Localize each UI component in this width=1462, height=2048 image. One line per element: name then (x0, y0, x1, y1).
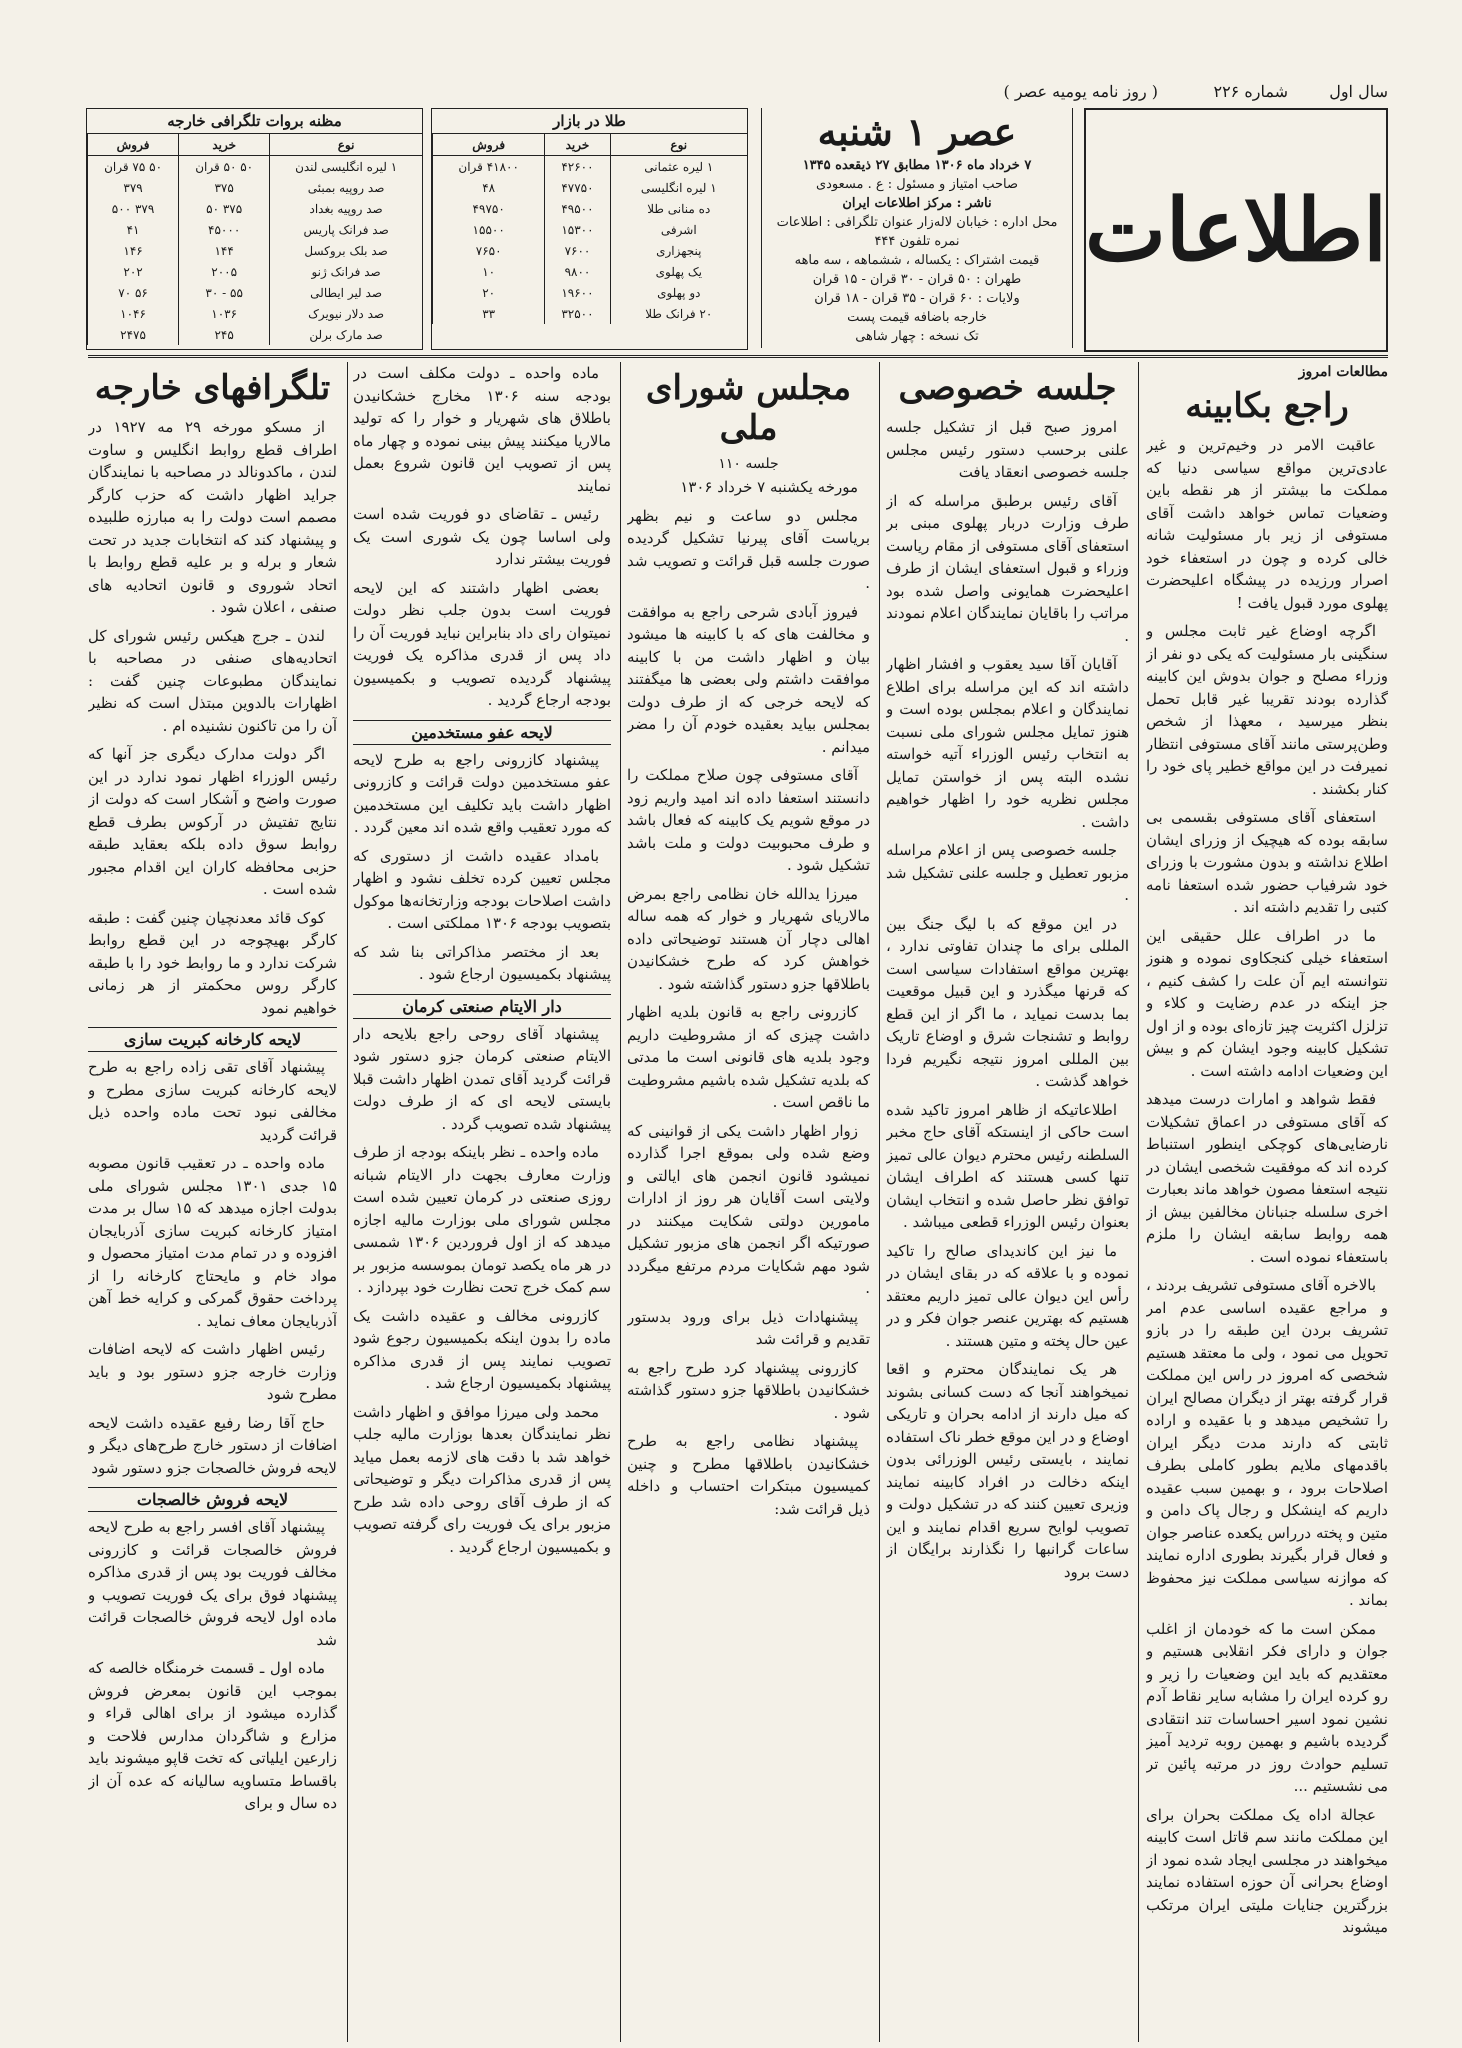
paragraph: پیشنهاد آقای روحی راجع بلایحه دار الایتام صنعتی کرمان جزو دستور شود قرائت گردید آقای تمدن اظهار داشت قبلا بایستی لایحه ای که از طرف دولت پیشنهاد شده تصویب گردد . (353, 1024, 611, 1133)
paragraph: پیشنهاد آقای تقی زاده راجع به طرح لایحه کارخانه کبریت سازی مطرح و مخالفی نبود تحت ماده واحده ذیل قرائت گردید (88, 1058, 337, 1144)
cell: ۳۷۵ ۵۰ (179, 198, 270, 219)
fx-table (87, 134, 422, 345)
cell: صد لیر ایطالی (270, 282, 422, 303)
gold-header-type: نوع (610, 134, 747, 156)
table-row (88, 177, 423, 198)
cell: ۴۷۷۵۰ (545, 177, 610, 198)
table-row (88, 198, 423, 219)
gold-table (432, 134, 747, 324)
cell: ۲۴۵ (179, 324, 270, 345)
cell: ۳۷۹ ۵۰۰ (88, 198, 179, 219)
column-editorial (1146, 362, 1388, 2042)
editorial-kicker: مطالعات امروز (1298, 364, 1388, 380)
table-row (433, 177, 748, 198)
cell: ۵۵ - ۳۰ (179, 282, 270, 303)
cell: ۲۴۷۵ (88, 324, 179, 345)
paragraph: پیشنهادات ذیل برای ورود بدستور تقدیم و قرائت شد (627, 1307, 870, 1348)
paragraph: از مسکو مورخه ۲۹ مه ۱۹۲۷ در اطراف قطع روابط انگلیس و ساوت لندن ، ماکدونالد در مصاحبه با نمایندگان جراید اظهار داشت که حزب کارگر مصمم است دولت را به مبارزه طلبیده و پیشنهاد کند که انتخابات جدید در تحت شعار و برله و بر علیه قطع روابط با اتحاد شوروی و قانون اتحادیه های صنفی ، اعلان شود . (88, 418, 337, 616)
paragraph: محمد ولی میرزا موافق و اظهار داشت نظر نمایندگان بعدها بوزارت مالیه جلب خواهد شد با دقت های لازمه بعمل میاید پس از قدری مذاکرات دیگر و توضیحاتی که از طرف آقای روحی داده شد طرح مزبور برای یک فوریت رای گرفته تصویب و بکمیسیون ارجاع گردید . (353, 1402, 611, 1556)
paragraph: ماده اول ـ قسمت خرمنگاه خالصه که بموجب این قانون بمعرض فروش گذارده میشود از برای اهالی قراء و مزارع و شاگردان مدارس فلاحت و زارعین ایلیاتی که تخت قاپو میشوند باید باقساط متساویه سالیانه که عده آن از ده سال و برای (88, 1659, 337, 1812)
article-columns (88, 362, 1388, 2042)
cell: ۳۷۵ (179, 177, 270, 198)
paragraph: بعد از مختصر مذاکراتی بنا شد که پیشنهاد بکمیسیون ارجاع شود . (353, 942, 611, 983)
cell: ۳۲۵۰۰ (545, 303, 610, 324)
volume-label: سال اول (1329, 82, 1388, 101)
table-row (433, 261, 748, 282)
subscription-abroad: خارجه باضافه قیمت پست (847, 310, 987, 325)
session-number: جلسه ۱۱۰ (718, 456, 779, 472)
private-session-headline: جلسه خصوصی (898, 368, 1117, 408)
paragraph: استعفای آقای مستوفی بقسمی بی سابقه بوده که هیچیک از وزرای ایشان اطلاع نداشته و بدون مشورت با وزرای خود شرفیاب حضور شده استعفا نامه کتبی را تقدیم داشته اند . (1146, 808, 1388, 916)
table-row (88, 303, 423, 324)
cell: ۱۵۳۰۰ (545, 219, 610, 240)
paragraph: هر یک نمایندگان محترم و اقعا نمیخواهند آنجا که دست کسانی بشوند که میل دارند از ادامه بحران و تاریکی اوضاع و در این موقع خطر ناک استفاده نمایند ، بایستی رئیس الوزرائی بدون اینکه دخالت در افراد کابینه نمایند وزیری تعیین کنند که در تشکیل دولت و تصویب لوایح سریع اقدام نمایند و این ساعات گرانبها را نگذارند برایگان از دست برود (886, 1360, 1129, 1581)
cell: صد مارک برلن (270, 324, 422, 345)
paragraph: اطلاعاتیکه از ظاهر امروز تاکید شده است حاکی از اینستکه آقای حاج مخبر السلطنه رئیس محترم دیوان عالی تمیز تنها کسی هستند که اطراف ایشان توافق نظر حاصل شده و انتخاب ایشان بعنوان رئیس الوزراء قطعی میباشد . (886, 1100, 1129, 1231)
paragraph: فقط شواهد و امارات درست میدهد که آقای مستوفی در اعماق تشکیلات نارضایی‌های کوچکی اینطور استنباط کرده اند که موفقیت شخصی ایشان در نتیجه استعفا مصون خواهد ماند بعبارت اخری سلسله جنبانان مخالفین بیش از همه روابط سابقه ایشان را ملزم باستعفاء نموده است . (1146, 1090, 1388, 1266)
column-parliament-cont (353, 362, 611, 2042)
cell: صد فرانک ژنو (270, 261, 422, 282)
paragraph: حاج آقا رضا رفیع عقیده داشت لایحه اضافات از دستور خارج طرح‌های دیگر و لایحه فروش خالصجات جزو دستور شود (88, 1413, 337, 1477)
paragraph: میرزا یدالله خان نظامی راجع بمرض مالاریای شهریار و خوار که همه ساله اهالی دچار آن هستند توضیحاتی داده خواهش کرد که طرح خشکانیدن باطلاقها جزو دستور گذاشته شود . (627, 884, 870, 993)
cell: دو پهلوی (610, 282, 747, 303)
paragraph: ممکن است ما که خودمان از اغلب جوان و دارای فکر انقلابی هستیم و معتقدیم که باید این وضعیات را زیر و رو کرده ایران را مشابه سایر نقاط آدم نشین نمود اسیر احساسات تند انتقادی گردیده باشیم و بهمین روبه تردید آمیز تسلیم حوادث روز در مرتبه پائین تر می نشستیم ... (1146, 1619, 1388, 1795)
paragraph: کازرونی مخالف و عقیده داشت یک ماده را بدون اینکه بکمیسیون رجوع شود تصویب نمایند پس از قدری مذاکره پیشنهاد بکمیسیون ارجاع شد . (353, 1306, 611, 1392)
cell: ۱ لیره انگلیسی لندن (270, 156, 422, 178)
logo-text: اطلاعات (1084, 179, 1388, 281)
issue-number: شماره ۲۲۶ (1213, 82, 1288, 101)
paragraph: اگر دولت مدارک دیگری جز آنها که رئیس الوزراء اظهار نمود ندارد در این صورت واضح و آشکار است که دولت از نتایج تفتیش در آرکوس بطرف قطع روابط سوق داده بلکه بعقاید طبقه حزبی محافظه کاران این اقدام مجبور شده است . (88, 745, 337, 898)
paragraph: امروز صبح قبل از تشکیل جلسه علنی برحسب دستور رئیس مجلس جلسه خصوصی انعقاد یافت (886, 418, 1129, 481)
paragraph: عاقبت الامر در وخیم‌ترین و غیر عادی‌ترین مواقع سیاسی دنیا که مملکت ما بیشتر از هر نقطه باین وضعیات تماس خواهد داشت آقای مستوفی از زیر بار مسئولیت شانه خالی کرده و چون در استعفاء خود اصرار ورزیده در پیشگاه اعلیحضرت پهلوی مورد قبول یافت ! (1146, 436, 1388, 612)
table-row (433, 282, 748, 303)
paragraph: کازرونی پیشنهاد کرد طرح راجع به خشکانیدن باطلاقها جزو دستور گذاشته شود . (627, 1358, 870, 1422)
cell: صد روپیه بغداد (270, 198, 422, 219)
table-row (88, 156, 423, 178)
paragraph: پیشنهاد نظامی راجع به طرح خشکانیدن باطلاقها مطرح و چنین کمیسیون مبتکرات احتساب و داخله ذیل قرائت شد: (627, 1432, 870, 1518)
cell: ۳۷۹ (88, 177, 179, 198)
paragraph: زوار اظهار داشت یکی از قوانینی که وضع شده ولی بموقع اجرا گذارده نمیشود قانون انجمن های ایالتی و ولایتی است آقایان هر روز از ادارات مامورین دولتی شکایت میکنند در صورتیکه اگر انجمن های مزبور تشکیل شود مهم شکایات مردم مرتفع میگردد . (627, 1121, 870, 1297)
owner-line: صاحب امتیاز و مسئول : ع . مسعودی (815, 177, 1019, 192)
paragraph: رئیس ـ تقاضای دو فوریت شده است ولی اساسا چون یک شوری است یک فوریت بیشتر ندارد (353, 505, 611, 568)
cell: ۴۱۸۰۰ قران (433, 156, 545, 178)
table-row (433, 303, 748, 324)
cell: ۴۹۵۰۰ (545, 198, 610, 219)
cell: ۱ لیره عثمانی (610, 156, 747, 178)
cell: ۱۰ (433, 261, 545, 282)
parliament-headline: مجلس شورای ملی (645, 368, 852, 448)
paragraph: ماده واحده ـ دولت مکلف است در بودجه سنه ۱۳۰۶ مخارج خشکانیدن باطلاق های شهریار و خوار را که تولید مالاریا میکنند پیش بینی نموده و چهار ماه پس از تصویب این قانون شروع بعمل نمایند (353, 364, 611, 495)
exchange-rate-table (86, 108, 423, 350)
paragraph: ماده واحده ـ در تعقیب قانون مصوبه ۱۵ جدی ۱۳۰۱ مجلس شورای ملی بدولت اجازه میدهد که ۱۵ سال بر مدت امتیاز کارخانه کبریت سازی آذربایجان افزوده و در تمام مدت امتیاز محصول و مواد خام و مایحتاج کارخانه را از پرداخت حقوق گمرکی و کرایه خط آهن آذربایجان معاف نماید . (88, 1154, 337, 1330)
subscription-title: قیمت اشتراک : یکساله ، ششماهه ، سه ماهه (794, 253, 1040, 268)
gold-table-caption: طلا در بازار (432, 109, 747, 134)
cell: ۵۶ ۷۰ (88, 282, 179, 303)
cell: ۳۳ (433, 303, 545, 324)
paragraph: آقای مستوفی چون صلاح مملکت را دانستند استعفا داده اند امید واریم زود در موقع شویم یک کابینه که فعال باشد و طرف محبوبیت دولت و ملت باشد تشکیل شود . (627, 766, 870, 874)
cell: ۱۹۶۰۰ (545, 282, 610, 303)
single-copy-price: تک نسخه : چهار شاهی (855, 329, 979, 344)
cell: ۲۰ فرانک طلا (610, 303, 747, 324)
paragraph: رئیس اظهار داشت که لایحه اضافات وزارت خارجه جزو دستور بود و باید مطرح شود (88, 1340, 337, 1403)
paragraph: پیشنهاد کازرونی راجع به طرح لایحه عفو مستخدمین دولت قرائت و کازرونی اظهار داشت باید تکلیف این مستخدمین که مورد تعقیب واقع شده اند معین گردد . (353, 750, 611, 836)
section-heading: لایحه کارخانه کبریت سازی (88, 1027, 337, 1052)
gold-header-sell: فروش (433, 134, 545, 156)
foreign-telegrams-headline: تلگرافهای خارجه (94, 368, 331, 408)
gold-header-buy: خرید (545, 134, 610, 156)
subscription-provinces: ولایات : ۶۰ قران - ۳۵ قران - ۱۸ قران (814, 291, 1020, 306)
paragraph: آقای رئیس برطبق مراسله که از طرف وزارت دربار پهلوی مبنی بر استعفای آقای مستوفی از مقام ریاست وزراء و قبول استعفای ایشان از طرف اعلیحضرت همایونی واصل شده بود مراتب را باقایان نمایندگان اعلام نمودند . (886, 491, 1129, 645)
table-row (88, 240, 423, 261)
table-row (88, 219, 423, 240)
paragraph: اگرچه اوضاع غیر ثابت مجلس و سنگینی بار مسئولیت که یکی دو نفر از وزراء مصلح و جوان بدوش این کابینه گذارده بودند تقریبا غیر قابل تحمل بنظر میرسید ، معهذا از شخص وطن‌پرستی مانند آقای مستوفی انتظار نمیرفت در این مواقع خطیر پای خود را کنار بکشند . (1146, 622, 1388, 798)
paragraph: کازرونی راجع به قانون بلدیه اظهار داشت چیزی که از مشروطیت داریم وجود بلدیه های قانونی است ما مدتی که بلدیه تشکیل شده باشیم مشروطیت ما ناقص است . (627, 1003, 870, 1111)
paragraph: عجالة اداه یک مملکت بحران برای این مملکت مانند سم قاتل است کابینه میخواهند در مجلسی ایجاد شده نمود از اوضاع بحرانی آن حوزه استفاده نمایند بزرگترین جنایات ملیتی ایران مرتکب میشوند (1146, 1805, 1388, 1936)
cell: ۴۵۰۰۰ (179, 219, 270, 240)
fx-header-type: نوع (270, 134, 422, 156)
cell: ۵۰ ۷۵ قران (88, 156, 179, 178)
paragraph: بعضی اظهار داشتند که این لایحه فوریت است بدون جلب نظر دولت نمیتوان رای داد بنابراین نباید فوریت آن را داد پس از قدری مذاکره یک فوریت پیشنهاد گردیده تصویب و بکمیسیون بودجه ارجاع گردید . (353, 578, 611, 709)
section-heading: دار الایتام صنعتی کرمان (353, 994, 611, 1019)
phone-line: نمره تلفون ۴۴۴ (874, 234, 960, 249)
cell: ۴۱ (88, 219, 179, 240)
cell: ۴۸ (433, 177, 545, 198)
paragraph: مورخه یکشنبه ۷ خرداد ۱۳۰۶ (680, 478, 858, 496)
cell: ۱۰۴۶ (88, 303, 179, 324)
paragraph: ما نیز این کاندیدای صالح را تاکید نموده و با علاقه که در بقای ایشان در رأس این دیوان عالی تمیز داریم معتقد هستیم که بهترین عنصر جوان فکر و در عین حال پخته و متین هستند . (886, 1241, 1129, 1350)
table-row (88, 261, 423, 282)
address-line: محل اداره : خیابان لاله‌زار عنوان تلگرافی : اطلاعات (776, 215, 1058, 230)
paragraph: بالاخره آقای مستوفی تشریف بردند ، و مراجع عقیده اساسی عدم امر تشریف بردن این طبقه را در بازو تحویل می نمود ، ولی ما معتقد هستیم شخصی که امروز در راس این مملکت قرار گرفته بهتر از دیگران مصالح ایران را تشخیص میدهد و با عقیده و اراده ثابتی که دارند مدت دیگر ایران باقدمهای ملایم بطور کاملی بطرف اصلاحات برود ، و بهمین سبب عقیده داریم که اینشکل و رجال پاک دامن و متین و پخته درراس یکعده عناصر جوان و فعال قرار بگیرند بطوری اداره نمایند که موازنه سیاسی مملکت نیز محفوظ بماند . (1146, 1276, 1388, 1609)
paragraph: آقایان آقا سید یعقوب و افشار اظهار داشته اند که این مراسله برای اطلاع نمایندگان و اعلام بمجلس بوده است و هنوز تمایل مجلس شورای ملی نسبت به انتخاب رئیس الوزراء آتیه خواسته نشده البته پس از خواستن تمایل مجلس نظریه خود را اظهار خواهیم داشت . (886, 655, 1129, 831)
gold-price-table (431, 108, 748, 350)
table-row (433, 219, 748, 240)
cell: ۱۰۳۶ (179, 303, 270, 324)
cell: ۹۸۰۰ (545, 261, 610, 282)
cell: ۱ لیره انگلیسی (610, 177, 747, 198)
column-private-session (886, 362, 1129, 2042)
fx-header-sell: فروش (88, 134, 179, 156)
cell: ۴۹۷۵۰ (433, 198, 545, 219)
cell: ۲۰۰۵ (179, 261, 270, 282)
cell: پنجهزاری (610, 240, 747, 261)
cell: ۲۰ (433, 282, 545, 303)
cell: ۱۴۴ (179, 240, 270, 261)
cell: ۵۰ ۵۰ قران (179, 156, 270, 178)
cell: صد بلک بروکسل (270, 240, 422, 261)
subscription-tehran: طهران : ۵۰ قران - ۳۰ قران - ۱۵ قران (812, 272, 1022, 287)
table-row (433, 198, 748, 219)
publisher-line: ناشر : مرکز اطلاعات ایران (842, 196, 992, 211)
edition-title: عصر ۱ شنبه (817, 109, 1017, 154)
cell: ۷۶۰۰ (545, 240, 610, 261)
cell: صد دلار نیویرک (270, 303, 422, 324)
cell: اشرفی (610, 219, 747, 240)
daily-label: ( روز نامه یومیه عصر ) (1003, 82, 1158, 101)
issue-date: ۷ خرداد ماه ۱۳۰۶ مطابق ۲۷ ذیقعده ۱۳۴۵ (802, 158, 1032, 173)
paragraph: جلسه خصوصی پس از اعلام مراسله مزبور تعطیل و جلسه علنی تشکیل شد . (886, 841, 1129, 904)
paragraph: بامداد عقیده داشت از دستوری که مجلس تعیین کرده تخلف نشود و اظهار داشت اصلاحات بودجه وزارتخانه‌ها موکول بتصویب بودجه ۱۳۰۶ مملکتی است . (353, 846, 611, 932)
paragraph: در این موقع که با لیگ جنگ بین المللی برای ما چندان تفاوتی ندارد ، بهترین مواقع استفادات سیاسی است که قرنها میگذرد و این قبیل موقعیت بما بدست نمیاید ، ما اگر از این قطع روابط و تشنجات شرق و اوضاع تاریک بین المللی امروز نتیجه نگیریم فردا خواهد گذشت . (886, 914, 1129, 1090)
editorial-headline: راجع بکابینه (1185, 386, 1349, 426)
column-parliament (627, 362, 870, 2042)
section-heading: لایحه عفو مستخدمین (353, 720, 611, 745)
fx-header-buy: خرید (179, 134, 270, 156)
masthead (88, 80, 1388, 358)
table-row (433, 240, 748, 261)
paragraph: ماده واحده ـ نظر باینکه بودجه از طرف وزارت معارف بجهت دار الایتام شبانه روزی صنعتی در کرمان تعیین شده است مجلس شورای ملی بوزارت مالیه اجازه میدهد که از اول فروردین ۱۳۰۶ شمسی در هر ماه یکصد تومان بموسسه مزبور بر سم کمک خرج تحت نظارت خود بپردازد . (353, 1143, 611, 1296)
paragraph: مجلس دو ساعت و نیم بظهر بریاست آقای پیرنیا تشکیل گردیده صورت جلسه قبل قرائت و تصویب شد . (627, 506, 870, 592)
cell: صد روپیه بمبئی (270, 177, 422, 198)
section-heading: لایحه فروش خالصجات (88, 1487, 337, 1512)
topline (88, 80, 1388, 106)
paragraph: کوک قائد معدنچیان چنین گفت : طبقه کارگر بهیچوجه در این قطع روابط شرکت ندارد و ما روابط خود را با طبقه کارگر روس محکمتر از هر زمانی خواهیم نمود (88, 908, 337, 1017)
logo (1084, 108, 1388, 352)
cell: ۴۲۶۰۰ (545, 156, 610, 178)
table-row (88, 282, 423, 303)
paragraph: لندن ـ جرج هیکس رئیس شورای کل اتحادیه‌های صنفی در مصاحبه با نمایندگان مطبوعات چنین گفت : اظهارات بالدوین مبتذل است که نظیر آن را من تاکنون نشنیده ام . (88, 626, 337, 735)
paragraph: پیشنهاد آقای افسر راجع به طرح لایحه فروش خالصجات قرائت و کازرونی مخالف فوریت بود پس از قدری مذاکره پیشنهاد فوق برای یک فوریت تصویب و ماده اول لایحه فروش خالصجات قرائت شد (88, 1518, 337, 1649)
cell: ۲۰۲ (88, 261, 179, 282)
table-row (88, 324, 423, 345)
paragraph: ما در اطراف علل حقیقی این استعفاء خیلی کنجکاوی نموده و هنوز نتوانسته ایم آن علت را کشف کنیم ، جز اینکه در عدم رضایت و کلاء و تزلزل اکثریت چیز تازه‌ای بوده و از اول تشکیل کابینه وجود ایشان کم و بیش این وضعیات ادامه داشته است . (1146, 926, 1388, 1080)
table-row (433, 156, 748, 178)
cell: ۱۵۵۰۰ (433, 219, 545, 240)
column-foreign-telegrams (88, 362, 337, 2042)
paragraph: فیروز آبادی شرحی راجع به موافقت و مخالفت های که با کابینه ها میشود بیان و اظهار داشت من با کابینه موافقت داشتم ولی بعضی ها میگفتند که لایحه خرجی که از طرف دولت بمجلس بیاید بعقیده خودم آن را مضر میدانم . (627, 602, 870, 756)
cell: ده منانی طلا (610, 198, 747, 219)
cell: ۱۴۶ (88, 240, 179, 261)
cell: صد فرانک پاریس (270, 219, 422, 240)
publication-info (761, 108, 1073, 348)
cell: ۷۶۵۰ (433, 240, 545, 261)
fx-table-caption: مظنه بروات تلگرافی خارجه (87, 109, 422, 134)
cell: یک پهلوی (610, 261, 747, 282)
